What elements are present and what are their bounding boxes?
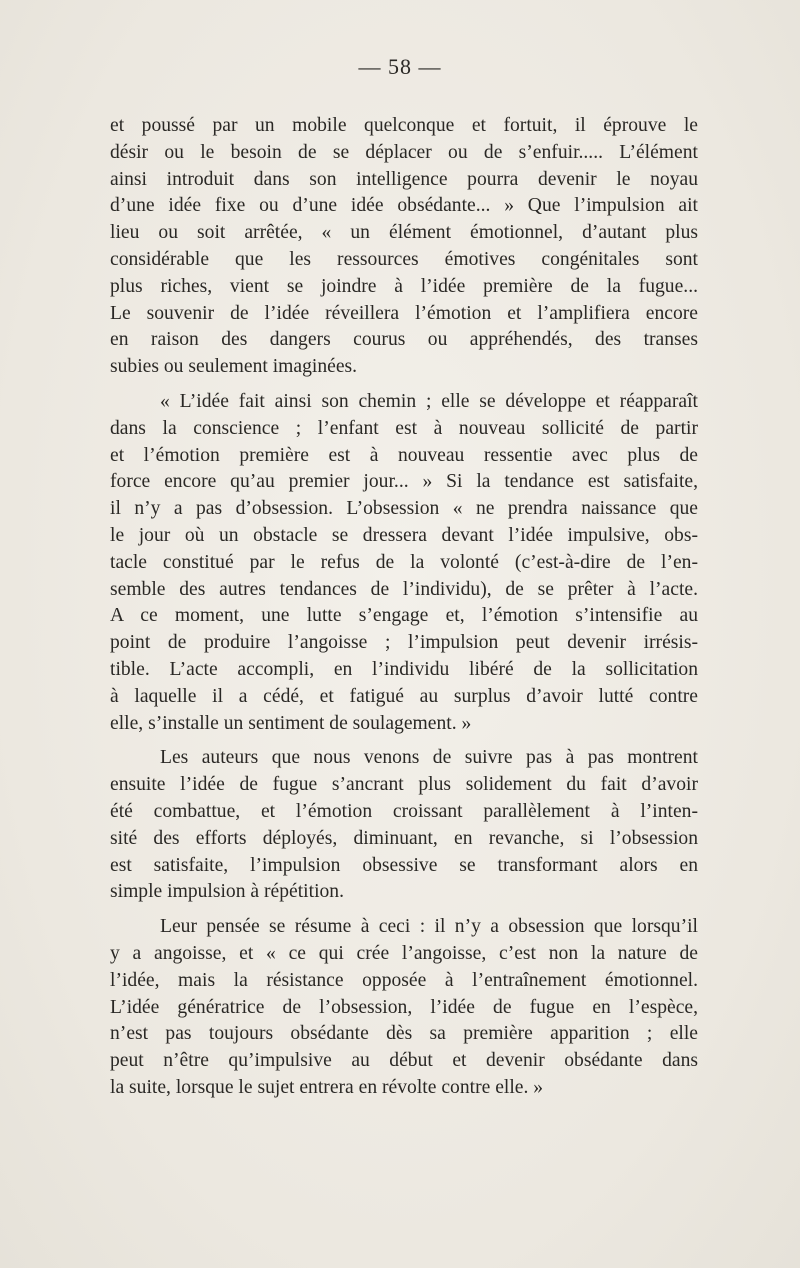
- paragraph: [110, 389, 698, 737]
- paragraph-gap: [110, 381, 698, 389]
- text-line: Leur pensée se résume à ceci : il n’y a obsession que lorsqu’il: [160, 916, 698, 938]
- text-line: elle, s’installe un sentiment de soulagement. »: [110, 712, 472, 734]
- text-line: ainsi introduit dans son intelligence pourra devenir le noyau: [110, 168, 698, 190]
- paragraph: [110, 914, 698, 1102]
- text-line: à laquelle il a cédé, et fatigué au surplus d’avoir lutté contre: [110, 685, 698, 707]
- text-line: lieu ou soit arrêtée, « un élément émotionnel, d’autant plus: [110, 222, 698, 244]
- text-line: Les auteurs que nous venons de suivre pas à pas montrent: [160, 747, 698, 769]
- text-line: Le souvenir de l’idée réveillera l’émotion et l’amplifiera encore: [110, 302, 698, 324]
- text-line: le jour où un obstacle se dressera devant l’idée impulsive, obs-: [110, 524, 698, 546]
- text-line: point de produire l’angoisse ; l’impulsion peut devenir irrésis-: [110, 632, 698, 654]
- text-line: L’idée génératrice de l’obsession, l’idée de fugue en l’espèce,: [110, 996, 698, 1018]
- text-line: simple impulsion à répétition.: [110, 881, 345, 903]
- text-line: plus riches, vient se joindre à l’idée première de la fugue...: [110, 275, 698, 297]
- text-line: et poussé par un mobile quelconque et fortuit, il éprouve le: [110, 115, 698, 136]
- text-line: subies ou seulement imaginées.: [110, 356, 358, 378]
- text-line: tacle constitué par le refus de la volonté (c’est-à-dire de l’en-: [110, 551, 698, 573]
- text-line: semble des autres tendances de l’individu), de se prêter à l’acte.: [110, 578, 698, 600]
- paragraph-gap: [110, 906, 698, 914]
- text-line: y a angoisse, et « ce qui crée l’angoisse, c’est non la nature de: [110, 942, 698, 964]
- text-line: tible. L’acte accompli, en l’individu libéré de la sollicitation: [110, 658, 698, 680]
- text-line: en raison des dangers courus ou appréhendés, des transes: [110, 329, 698, 351]
- text-line: il n’y a pas d’obsession. L’obsession « ne prendra naissance que: [110, 498, 698, 520]
- text-line: A ce moment, une lutte s’engage et, l’émotion s’intensifie au: [110, 605, 698, 627]
- text-line: « L’idée fait ainsi son chemin ; elle se développe et réapparaît: [160, 390, 698, 412]
- text-line: désir ou le besoin de se déplacer ou de s’enfuir..... L’élément: [110, 141, 698, 163]
- text-line: n’est pas toujours obsédante dès sa première apparition ; elle: [110, 1023, 698, 1045]
- text-line: la suite, lorsque le sujet entrera en révolte contre elle. »: [110, 1076, 544, 1098]
- text-line: l’idée, mais la résistance opposée à l’entraînement émotionnel.: [110, 969, 698, 991]
- text-line: force encore qu’au premier jour... » Si la tendance est satisfaite,: [110, 471, 698, 493]
- paragraph: [110, 113, 698, 381]
- paragraph: [110, 745, 698, 906]
- text-line: et l’émotion première est à nouveau ressentie avec plus de: [110, 444, 698, 466]
- text-line: ensuite l’idée de fugue s’ancrant plus solidement du fait d’avoir: [110, 774, 698, 796]
- body-text: [110, 113, 698, 1102]
- page-number: — 58 —: [358, 54, 442, 79]
- text-line: peut n’être qu’impulsive au début et devenir obsédante dans: [110, 1050, 698, 1072]
- paragraph-gap: [110, 737, 698, 745]
- text-line: sité des efforts déployés, diminuant, en revanche, si l’obsession: [110, 827, 698, 849]
- text-line: dans la conscience ; l’enfant est à nouveau sollicité de partir: [110, 417, 698, 439]
- text-line: est satisfaite, l’impulsion obsessive se transformant alors en: [110, 854, 698, 876]
- text-line: considérable que les ressources émotives congénitales sont: [110, 248, 698, 270]
- text-line: été combattue, et l’émotion croissant parallèlement à l’inten-: [110, 800, 698, 822]
- text-line: d’une idée fixe ou d’une idée obsédante... » Que l’impulsion ait: [110, 195, 698, 217]
